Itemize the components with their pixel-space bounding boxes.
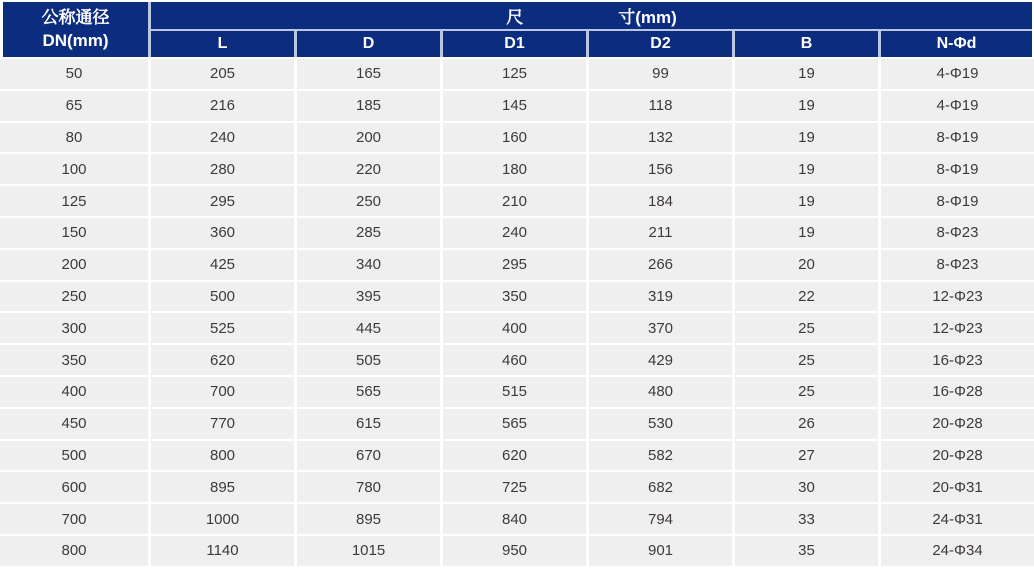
table-cell: 19 <box>735 91 878 121</box>
table-cell: 295 <box>151 186 294 216</box>
table-cell: 8-Φ23 <box>881 218 1034 248</box>
table-cell: 770 <box>151 409 294 439</box>
size-header-part1: 尺 <box>506 8 524 27</box>
table-cell: 216 <box>151 91 294 121</box>
size-header-part2: 寸(mm) <box>618 8 677 27</box>
table-cell: 19 <box>735 186 878 216</box>
table-cell: 615 <box>297 409 440 439</box>
table-cell: 794 <box>589 504 732 534</box>
table-cell: 22 <box>735 282 878 312</box>
table-cell: 565 <box>443 409 586 439</box>
table-cell: 24-Φ31 <box>881 504 1034 534</box>
table-cell: 125 <box>443 59 586 89</box>
table-cell: 33 <box>735 504 878 534</box>
dn-value-cell: 65 <box>0 91 148 121</box>
dn-value-cell: 300 <box>0 313 148 343</box>
table-cell: 500 <box>151 282 294 312</box>
table-cell: 620 <box>151 345 294 375</box>
dn-value-cell: 350 <box>0 345 148 375</box>
table-cell: 211 <box>589 218 732 248</box>
table-cell: 4-Φ19 <box>881 59 1034 89</box>
table-cell: 525 <box>151 313 294 343</box>
table-cell: 901 <box>589 536 732 566</box>
dn-column-header <box>3 2 148 57</box>
table-cell: 1015 <box>297 536 440 566</box>
table-cell: 240 <box>443 218 586 248</box>
table-cell: 460 <box>443 345 586 375</box>
table-cell: 445 <box>297 313 440 343</box>
column-header-l: L <box>151 31 294 57</box>
table-cell: 12-Φ23 <box>881 313 1034 343</box>
table-cell: 515 <box>443 377 586 407</box>
table-cell: 530 <box>589 409 732 439</box>
table-cell: 19 <box>735 218 878 248</box>
table-cell: 132 <box>589 123 732 153</box>
table-cell: 8-Φ23 <box>881 250 1034 280</box>
dn-value-cell: 200 <box>0 250 148 280</box>
table-cell: 340 <box>297 250 440 280</box>
column-header-nfd: N-Φd <box>881 31 1032 57</box>
table-cell: 319 <box>589 282 732 312</box>
table-cell: 4-Φ19 <box>881 91 1034 121</box>
table-cell: 35 <box>735 536 878 566</box>
table-cell: 20-Φ28 <box>881 441 1034 471</box>
column-header-d: D <box>297 31 440 57</box>
column-header-b: B <box>735 31 878 57</box>
table-cell: 160 <box>443 123 586 153</box>
dn-value-cell: 80 <box>0 123 148 153</box>
dn-value-cell: 450 <box>0 409 148 439</box>
table-cell: 505 <box>297 345 440 375</box>
table-cell: 725 <box>443 472 586 502</box>
table-cell: 20-Φ28 <box>881 409 1034 439</box>
table-cell: 185 <box>297 91 440 121</box>
table-cell: 19 <box>735 123 878 153</box>
table-cell: 700 <box>151 377 294 407</box>
table-cell: 19 <box>735 59 878 89</box>
table-cell: 180 <box>443 154 586 184</box>
table-cell: 565 <box>297 377 440 407</box>
table-cell: 280 <box>151 154 294 184</box>
table-cell: 19 <box>735 154 878 184</box>
table-cell: 16-Φ23 <box>881 345 1034 375</box>
size-group-header <box>151 2 1032 29</box>
table-cell: 360 <box>151 218 294 248</box>
table-cell: 370 <box>589 313 732 343</box>
table-cell: 240 <box>151 123 294 153</box>
table-cell: 200 <box>297 123 440 153</box>
table-cell: 99 <box>589 59 732 89</box>
table-cell: 429 <box>589 345 732 375</box>
table-cell: 25 <box>735 377 878 407</box>
table-cell: 20 <box>735 250 878 280</box>
table-cell: 26 <box>735 409 878 439</box>
dn-value-cell: 400 <box>0 377 148 407</box>
table-cell: 24-Φ34 <box>881 536 1034 566</box>
table-cell: 840 <box>443 504 586 534</box>
table-cell: 16-Φ28 <box>881 377 1034 407</box>
dn-value-cell: 800 <box>0 536 148 566</box>
table-cell: 25 <box>735 313 878 343</box>
table-cell: 165 <box>297 59 440 89</box>
table-header <box>3 2 1032 57</box>
table-cell: 156 <box>589 154 732 184</box>
table-cell: 400 <box>443 313 586 343</box>
dn-header-line2: DN(mm) <box>42 30 109 50</box>
dn-value-cell: 125 <box>0 186 148 216</box>
table-cell: 670 <box>297 441 440 471</box>
dn-value-cell: 250 <box>0 282 148 312</box>
table-cell: 27 <box>735 441 878 471</box>
table-cell: 8-Φ19 <box>881 123 1034 153</box>
table-cell: 250 <box>297 186 440 216</box>
table-cell: 682 <box>589 472 732 502</box>
dn-value-cell: 700 <box>0 504 148 534</box>
table-cell: 20-Φ31 <box>881 472 1034 502</box>
table-cell: 118 <box>589 91 732 121</box>
table-cell: 266 <box>589 250 732 280</box>
table-cell: 25 <box>735 345 878 375</box>
table-cell: 350 <box>443 282 586 312</box>
table-cell: 8-Φ19 <box>881 154 1034 184</box>
table-cell: 184 <box>589 186 732 216</box>
table-cell: 30 <box>735 472 878 502</box>
table-cell: 220 <box>297 154 440 184</box>
table-body <box>0 59 1034 566</box>
table-cell: 1000 <box>151 504 294 534</box>
column-header-d1: D1 <box>443 31 586 57</box>
table-cell: 620 <box>443 441 586 471</box>
table-cell: 295 <box>443 250 586 280</box>
table-cell: 582 <box>589 441 732 471</box>
table-cell: 395 <box>297 282 440 312</box>
dn-value-cell: 500 <box>0 441 148 471</box>
table-cell: 145 <box>443 91 586 121</box>
table-cell: 800 <box>151 441 294 471</box>
dn-header-line1: 公称通径 <box>41 8 110 28</box>
dn-value-cell: 100 <box>0 154 148 184</box>
table-cell: 205 <box>151 59 294 89</box>
table-cell: 780 <box>297 472 440 502</box>
table-cell: 285 <box>297 218 440 248</box>
dn-value-cell: 600 <box>0 472 148 502</box>
dn-value-cell: 150 <box>0 218 148 248</box>
table-cell: 1140 <box>151 536 294 566</box>
table-cell: 12-Φ23 <box>881 282 1034 312</box>
table-cell: 950 <box>443 536 586 566</box>
table-cell: 8-Φ19 <box>881 186 1034 216</box>
table-cell: 480 <box>589 377 732 407</box>
table-cell: 425 <box>151 250 294 280</box>
table-cell: 895 <box>151 472 294 502</box>
column-header-d2: D2 <box>589 31 732 57</box>
table-cell: 895 <box>297 504 440 534</box>
table-cell: 210 <box>443 186 586 216</box>
dn-value-cell: 50 <box>0 59 148 89</box>
